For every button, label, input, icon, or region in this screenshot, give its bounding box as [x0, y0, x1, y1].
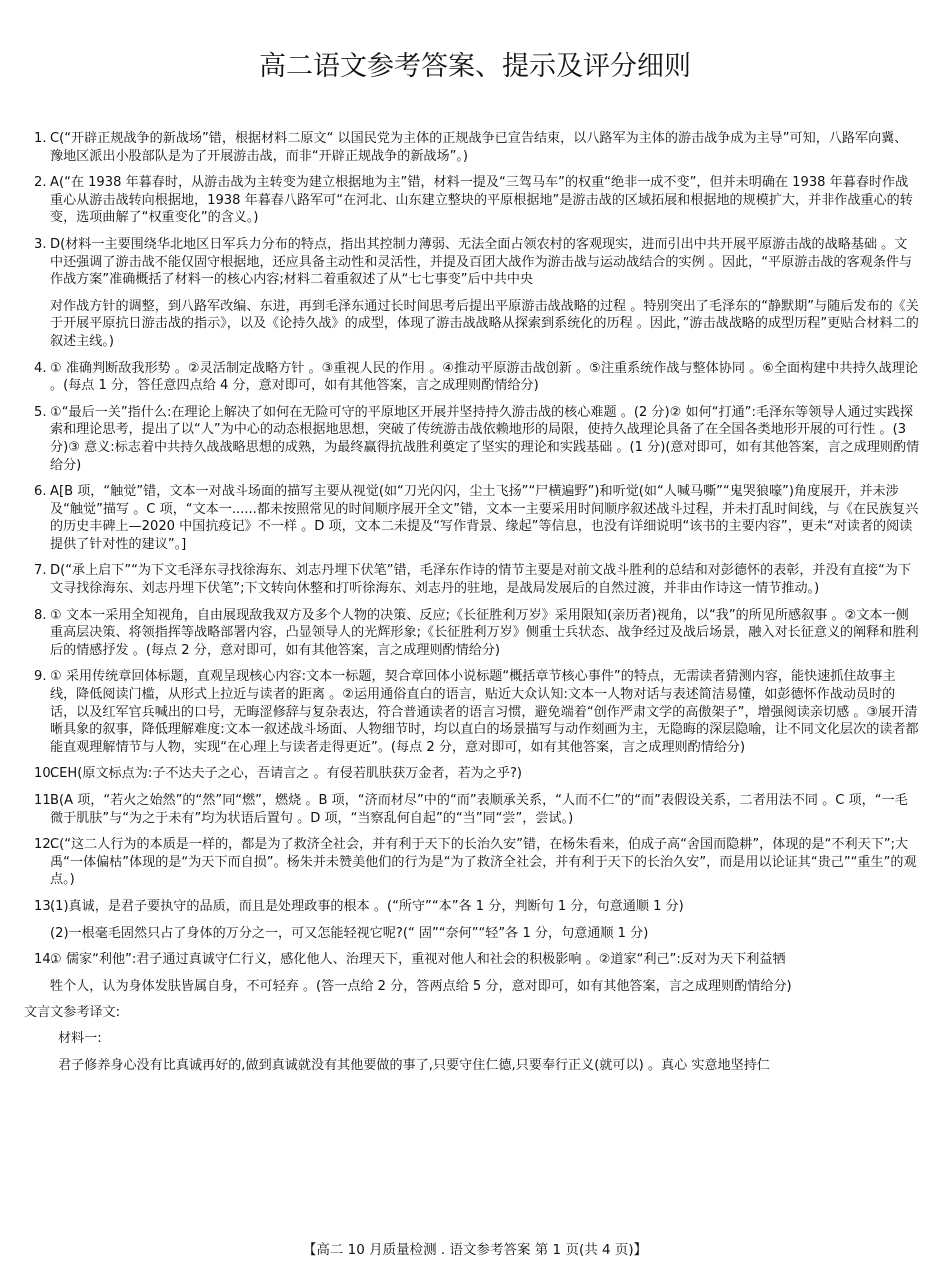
item-number: 7.: [34, 563, 47, 579]
item-text: 牲个人，认为身体发肤皆属自身，不可轻弃 。(答一点给 2 分，答两点给 5 分，意对即可，如有其他答案，言之成理则酌情给分): [50, 978, 792, 994]
item-text: ① 儒家“利他”:君子通过真诚守仁行义，感化他人、治理天下，重视对他人和社会的积极影响 。②道家“利己”:反对为天下利益牺: [50, 952, 786, 968]
item-number: 3.: [34, 236, 47, 252]
answer-item: [34, 951, 920, 969]
answer-item: [34, 483, 920, 553]
item-number: 11.: [34, 793, 55, 808]
item-number: 2.: [34, 175, 47, 191]
answer-item: [34, 130, 920, 165]
item-text: A(“在 1938 年暮春时，从游击战为主转变为建立根据地为主”错，材料一提及“三驾马车”的权重“绝非一成不变”，但并未明确在 1938 年暮春时作战重心从游击战转向根据地，1938 年暮春八路军可“在河北、山东建立整块的平原根据地”是游击战的区域拓展和根据地的规模扩大，并非作战重心的转变，选项曲解了“权重变化”的含义。): [50, 175, 913, 226]
item-text: CEH(原文标点为:子不达夫子之心，吾请言之 。有侵若肌肤获万金者，若为之乎?): [50, 766, 523, 782]
item-text: ①“最后一关”指什么:在理论上解决了如何在无险可守的平原地区开展并坚持持久游击战的核心难题 。(2 分)② 如何“打通”:毛泽东等领导人通过实践探索和理论思考，提出了以“人”为中心的动态根据地思想，突破了传统游击战依赖地形的局限，使持久战理论具备了在全国各类地形开展的可行性 。(3 分)③ 意义:标志着中共持久战战略思想的成熟，为最终赢得抗战胜利奠定了坚实的理论和实践基础 。(1 分)(意对即可，如有其他答案，言之成理则酌情给分): [50, 404, 920, 473]
translation-heading: 文言文参考译文:: [24, 1005, 121, 1021]
answer-content: [24, 130, 920, 1074]
item-number: 5.: [34, 404, 47, 420]
item-text: ① 采用传统章回体标题，直观呈现核心内容:文本一标题，契合章回体小说标题“概括章节核心事件”的特点，无需读者猜测内容，能快速抓住故事主线，降低阅读门槛，从形式上拉近与读者的距离 。②运用通俗直白的语言，贴近大众认知:文本一人物对话与表述简洁易懂，如彭德怀作战动员时的话，以及红军官兵喊出的口号，无晦涩修辞与复杂表达，符合普通读者的语言习惯，避免端着“创作严肃文学的高傲架子”，增强阅读亲切感 。③展开清晰具象的叙事，降低理解难度:文本一叙述战斗场面、人物细节时，均以直白的场景描写与动作刻画为主，无隐晦的深层隐喻，让不同文化层次的读者都能直观理解情节与人物，实现“在心理上与读者走得更近”。(每点 2 分，意对即可，如有其他答案，言之成理则酌情给分): [50, 669, 919, 755]
item-number: 14.: [34, 952, 55, 968]
item-text: A[B 项，“触觉”错，文本一对战斗场面的描写主要从视觉(如“刀光闪闪，尘土飞扬”“尸横遍野”)和听觉(如“人喊马嘶”“鬼哭狼嚎”)角度展开，并未涉及“触觉”描写 。C 项，“文本一......都未按照常见的时间顺序展开全文”错，文本一主要采用时间顺序叙述战斗过程，并未打乱时间线，与《在民族复兴的历史丰碑上—2020 中国抗疫记》不一样 。D 项，文本二未提及“写作背景、缘起”等信息，也没有详细说明“该书的主要内容”，更未“对读者的阅读提供了针对性的建议”。]: [50, 484, 919, 552]
item-number: 9.: [34, 669, 47, 685]
answer-item: [34, 792, 920, 827]
item-number: 6.: [34, 484, 47, 500]
answer-item: [34, 836, 920, 889]
item-text: (2)一根毫毛固然只占了身体的万分之一，可又怎能轻视它呢?(“ 固”“奈何”“轻”各 1 分，句意通顺 1 分): [50, 925, 649, 941]
page-title: 高二语文参考答案、提示及评分细则: [259, 51, 691, 82]
item-text: C(“开辟正规战争的新战场”错，根据材料二原文“ 以国民党为主体的正规战争已宣告结束，以八路军为主体的游击战争成为主导”可知，八路军向冀、豫地区派出小股部队是为了开展游击战，而非“开辟正规战争的新战场”。): [50, 131, 908, 164]
item-text: C(“这二人行为的本质是一样的，都是为了救济全社会，并有利于天下的长治久安”错，在杨朱看来，伯成子高“舍国而隐耕”，体现的是“不利天下”;大禹“一体偏枯”体现的是“为天下而自损”。杨朱并未赞美他们的行为是“为了救济全社会，并有利于天下的长治久安”，而是用以论证其“贵己”“重生”的观点。): [50, 837, 917, 888]
answer-item: [34, 898, 920, 916]
item-number: 8.: [34, 607, 47, 623]
answer-item: [34, 404, 920, 474]
item-text: D(“承上启下”“为下文毛泽东寻找徐海东、刘志丹埋下伏笔”错，毛泽东作诗的情节主要是对前文战斗胜利的总结和对彭德怀的表彰，并没有直接“为下文寻找徐海东、刘志丹埋下伏笔”;下文转向休整和打听徐海东、刘志丹的驻地，是战局发展后的自然过渡，并非由作诗这一情节推动。): [50, 563, 911, 597]
page-footer: 【高二 10 月质量检测 . 语文参考答案 第 1 页(共 4 页)】: [302, 1242, 648, 1258]
answer-item-continuation: [34, 298, 920, 351]
answer-item: [34, 765, 920, 783]
item-number: 4.: [34, 360, 47, 376]
material-text: 君子修养身心没有比真诚再好的,做到真诚就没有其他要做的事了,只要守住仁德,只要奉行正义(就可以) 。真心 实意地坚持仁: [58, 1057, 770, 1073]
answer-item: [34, 562, 920, 597]
answer-item: [34, 360, 920, 395]
answer-item: [34, 607, 920, 660]
item-text: B(A 项，“若火之始然”的“然”同“燃”，燃烧 。B 项，“济而材尽”中的“而”表顺承关系，“人而不仁”的“而”表假设关系，二者用法不同 。C 项，“一毛微于肌肤”与“为之于未有”均为状语后置句 。D 项，“当察乱何自起”的“当”同“尝”，尝试。): [50, 793, 908, 826]
answer-item: [34, 174, 920, 227]
item-number: 12.: [34, 837, 55, 853]
item-text: (1)真诚，是君子要执守的品质，而且是处理政事的根本 。(“所守”“本”各 1 分，判断句 1 分，句意通顺 1 分): [50, 898, 684, 914]
answer-item: [34, 236, 920, 289]
item-text: ① 文本一采用全知视角，自由展现敌我双方及多个人物的决策、反应;《长征胜利万岁》采用限知(亲历者)视角，以“我”的所见所感叙事 。②文本一侧重高层决策、将领指挥等战略部署内容，凸显领导人的光辉形象;《长征胜利万岁》侧重士兵状态、战争经过及战后场景，融入对长征意义的阐释和胜利后的情感抒发 。(每点 2 分，意对即可，如有其他答案，言之成理则酌情给分): [50, 607, 919, 658]
item-number: 13.: [34, 898, 55, 914]
item-number: 1.: [34, 131, 47, 146]
answer-item: [34, 668, 920, 756]
material-heading: 材料一:: [58, 1030, 102, 1046]
item-text: ① 准确判断敌我形势 。②灵活制定战略方针 。③重视人民的作用 。④推动平原游击战创新 。⑤注重系统作战与整体协同 。⑥全面构建中共持久战理论 。(每点 1 分，答任意四点给 4 分，意对即可，如有其他答案，言之成理则酌情给分): [50, 360, 918, 394]
answer-item-sub: [34, 925, 920, 943]
item-text: 对作战方针的调整，到八路军改编、东进，再到毛泽东通过长时间思考后提出平原游击战战略的过程 。特别突出了毛泽东的“静默期”与随后发布的《关于开展平原抗日游击战的指示》，以及《论持久战》的成型，体现了游击战战略从探索到系统化的历程 。因此，”游击战战略的成型历程”更贴合材料二的叙述主线。): [50, 298, 919, 349]
item-text: D(材料一主要围绕华北地区日军兵力分布的特点，指出其控制力薄弱、无法全面占领农村的客观现实，进而引出中共开展平原游击战的战略基础 。文中还强调了游击战不能仅固守根据地，还应具备主动性和灵活性，并提及百团大战作为游击战与运动战结合的实例 。因此，“平原游击战的客观条件与作战方案”准确概括了材料一的核心内容;材料二着重叙述了从“七七事变”后中共中央: [50, 236, 913, 288]
answer-item-continuation: [34, 978, 920, 996]
item-number: 10.: [34, 766, 55, 782]
